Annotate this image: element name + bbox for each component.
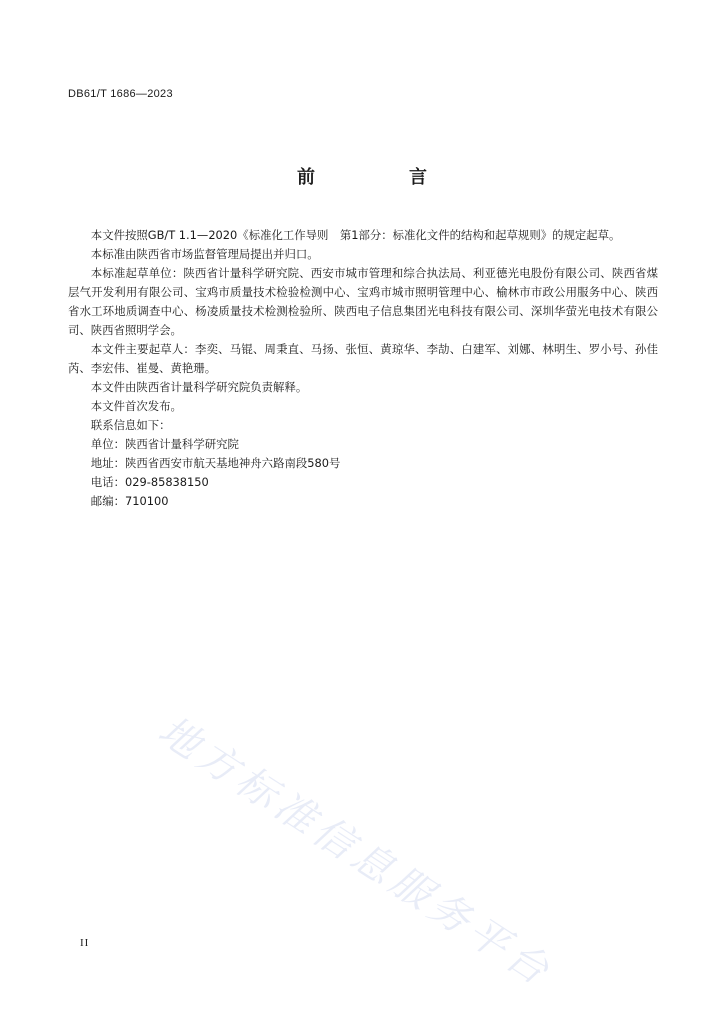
contact-postcode: 邮编：710100 <box>90 494 169 508</box>
paragraph-drafters: 本文件主要起草人：李奕、马锟、周秉直、马扬、张恒、黄琼华、李劼、白建军、刘娜、林明生、罗小号、孙佳芮、李宏伟、崔曼、黄艳珊。 <box>68 342 658 375</box>
foreword-body <box>68 226 658 511</box>
paragraph-first-release: 本文件首次发布。 <box>90 399 182 413</box>
document-code: DB61/T 1686—2023 <box>68 88 173 100</box>
contact-info <box>68 435 658 511</box>
contact-unit: 单位：陕西省计量科学研究院 <box>90 437 239 451</box>
paragraph-interpretation: 本文件由陕西省计量科学研究院负责解释。 <box>90 380 308 394</box>
page-title: 前 言 <box>297 167 465 188</box>
paragraph-drafting-units: 本标准起草单位：陕西省计量科学研究院、西安市城市管理和综合执法局、利亚德光电股份有限公司、陕西省煤层气开发利用有限公司、宝鸡市质量技术检验检测中心、宝鸡市城市照明管理中心、榆林市市政公用服务中心、陕西省水工环地质调查中心、杨凌质量技术检测检验所、陕西电子信息集团光电科技有限公司、深圳华萤光电技术有限公司、陕西省照明学会。 <box>68 266 658 337</box>
paragraph-drafting-rules: 本文件按照GB/T 1.1—2020《标准化工作导则 第1部分：标准化文件的结构和起草规则》的规定起草。 <box>90 228 621 242</box>
watermark: 地方标准信息服务平台 <box>150 707 561 997</box>
contact-address: 地址：陕西省西安市航天基地神舟六路南段580号 <box>90 456 341 470</box>
contact-phone: 电话：029-85838150 <box>90 475 209 489</box>
page-number: II <box>80 937 90 949</box>
paragraph-proposer: 本标准由陕西省市场监督管理局提出并归口。 <box>90 247 319 261</box>
paragraph-contact-intro: 联系信息如下： <box>90 418 171 432</box>
